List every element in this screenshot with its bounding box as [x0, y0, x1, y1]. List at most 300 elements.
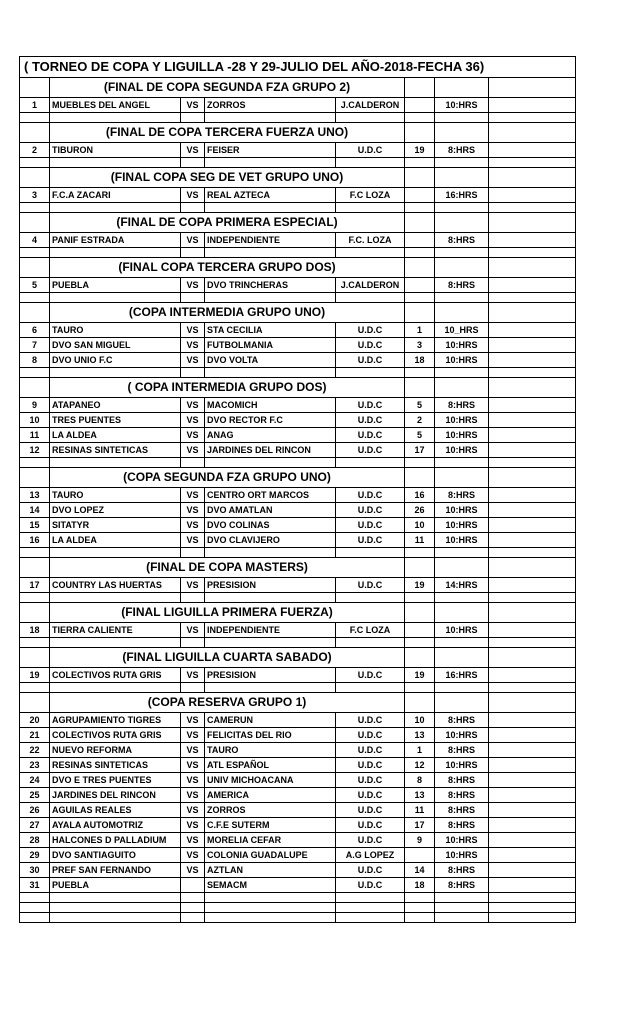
kickoff-time: 10:HRS [435, 98, 489, 113]
home-team: AGUILAS REALES [50, 803, 181, 818]
match-row [20, 533, 576, 548]
away-team: DVO TRINCHERAS [205, 278, 336, 293]
home-team: RESINAS SINTETICAS [50, 758, 181, 773]
away-team: JARDINES DEL RINCON [205, 443, 336, 458]
kickoff-time: 8:HRS [435, 233, 489, 248]
away-team: DVO CLAVIJERO [205, 533, 336, 548]
empty-cell [50, 458, 181, 468]
empty-cell [205, 293, 336, 303]
empty-cell [435, 558, 489, 578]
empty-cell [405, 648, 435, 668]
empty-cell [20, 603, 50, 623]
empty-cell [181, 893, 205, 903]
home-team: LA ALDEA [50, 533, 181, 548]
home-team: MUEBLES DEL ANGEL [50, 98, 181, 113]
empty-cell [489, 503, 576, 518]
empty-cell [405, 113, 435, 123]
blank-row [20, 248, 576, 258]
empty-cell [489, 233, 576, 248]
empty-cell [489, 168, 576, 188]
home-team: TRES PUENTES [50, 413, 181, 428]
empty-cell [50, 293, 181, 303]
section-heading-row [20, 693, 576, 713]
empty-cell [489, 158, 576, 168]
empty-cell [50, 593, 181, 603]
blank-row [20, 683, 576, 693]
home-team: PANIF ESTRADA [50, 233, 181, 248]
home-team: DVO SANTIAGUITO [50, 848, 181, 863]
title-row [20, 57, 576, 78]
empty-cell [489, 248, 576, 258]
empty-cell [489, 293, 576, 303]
match-row [20, 233, 576, 248]
empty-cell [336, 458, 405, 468]
empty-cell [435, 303, 489, 323]
versus-label: VS [181, 758, 205, 773]
section-heading: (FINAL DE COPA PRIMERA ESPECIAL) [50, 213, 405, 233]
venue: U.D.C [336, 338, 405, 353]
empty-cell [489, 713, 576, 728]
empty-cell [435, 903, 489, 913]
match-row [20, 488, 576, 503]
empty-cell [205, 458, 336, 468]
empty-cell [50, 158, 181, 168]
versus-label: VS [181, 803, 205, 818]
kickoff-time: 10:HRS [435, 503, 489, 518]
empty-cell [489, 113, 576, 123]
empty-cell [20, 293, 50, 303]
empty-cell [405, 913, 435, 923]
away-team: UNIV MICHOACANA [205, 773, 336, 788]
section-heading: (FINAL DE COPA SEGUNDA FZA GRUPO 2) [50, 78, 405, 98]
venue: U.D.C [336, 863, 405, 878]
empty-cell [20, 168, 50, 188]
empty-cell [435, 368, 489, 378]
empty-cell [336, 248, 405, 258]
away-team: PRESISION [205, 668, 336, 683]
empty-cell [435, 638, 489, 648]
venue: J.CALDERON [336, 278, 405, 293]
kickoff-time: 8:HRS [435, 803, 489, 818]
empty-cell [50, 903, 181, 913]
versus-label: VS [181, 578, 205, 593]
versus-label: VS [181, 98, 205, 113]
empty-cell [489, 648, 576, 668]
home-team: DVO SAN MIGUEL [50, 338, 181, 353]
kickoff-time: 8:HRS [435, 818, 489, 833]
section-heading-row [20, 258, 576, 278]
empty-cell [489, 603, 576, 623]
empty-cell [205, 368, 336, 378]
empty-cell [50, 913, 181, 923]
section-heading: (COPA INTERMEDIA GRUPO UNO) [50, 303, 405, 323]
venue: U.D.C [336, 518, 405, 533]
empty-cell [336, 593, 405, 603]
empty-cell [336, 893, 405, 903]
away-team: DVO RECTOR F.C [205, 413, 336, 428]
match-row [20, 863, 576, 878]
empty-cell [435, 648, 489, 668]
empty-cell [181, 248, 205, 258]
empty-cell [20, 648, 50, 668]
empty-cell [435, 593, 489, 603]
empty-cell [489, 338, 576, 353]
empty-cell [20, 258, 50, 278]
section-heading-row [20, 78, 576, 98]
venue: U.D.C [336, 503, 405, 518]
empty-cell [489, 848, 576, 863]
field-number: 19 [405, 668, 435, 683]
empty-cell [405, 593, 435, 603]
blank-row [20, 913, 576, 923]
match-row [20, 578, 576, 593]
empty-cell [435, 78, 489, 98]
empty-cell [489, 143, 576, 158]
empty-cell [20, 593, 50, 603]
empty-cell [489, 903, 576, 913]
match-number: 22 [20, 743, 50, 758]
kickoff-time: 8:HRS [435, 863, 489, 878]
empty-cell [50, 893, 181, 903]
field-number: 13 [405, 728, 435, 743]
empty-cell [489, 773, 576, 788]
home-team: HALCONES D PALLADIUM [50, 833, 181, 848]
kickoff-time: 8:HRS [435, 743, 489, 758]
empty-cell [435, 248, 489, 258]
away-team: REAL AZTECA [205, 188, 336, 203]
match-number: 2 [20, 143, 50, 158]
empty-cell [489, 693, 576, 713]
empty-cell [405, 303, 435, 323]
empty-cell [489, 278, 576, 293]
section-heading: (FINAL LIGUILLA PRIMERA FUERZA) [50, 603, 405, 623]
versus-label [181, 878, 205, 893]
empty-cell [205, 158, 336, 168]
empty-cell [181, 683, 205, 693]
empty-cell [489, 878, 576, 893]
away-team: ZORROS [205, 803, 336, 818]
empty-cell [405, 458, 435, 468]
venue: F.C LOZA [336, 623, 405, 638]
empty-cell [181, 548, 205, 558]
field-number [405, 623, 435, 638]
empty-cell [205, 913, 336, 923]
away-team: COLONIA GUADALUPE [205, 848, 336, 863]
match-number: 29 [20, 848, 50, 863]
away-team: FELICITAS DEL RIO [205, 728, 336, 743]
empty-cell [205, 638, 336, 648]
match-number: 7 [20, 338, 50, 353]
match-row [20, 803, 576, 818]
empty-cell [205, 203, 336, 213]
venue: U.D.C [336, 443, 405, 458]
empty-cell [489, 353, 576, 368]
match-number: 30 [20, 863, 50, 878]
away-team: CENTRO ORT MARCOS [205, 488, 336, 503]
kickoff-time: 10:HRS [435, 443, 489, 458]
versus-label: VS [181, 863, 205, 878]
empty-cell [435, 258, 489, 278]
schedule-sheet [19, 56, 575, 923]
empty-cell [489, 188, 576, 203]
match-number: 14 [20, 503, 50, 518]
empty-cell [435, 893, 489, 903]
empty-cell [405, 158, 435, 168]
kickoff-time: 10:HRS [435, 518, 489, 533]
away-team: DVO VOLTA [205, 353, 336, 368]
match-row [20, 878, 576, 893]
empty-cell [435, 683, 489, 693]
field-number: 17 [405, 818, 435, 833]
empty-cell [489, 213, 576, 233]
empty-cell [181, 113, 205, 123]
empty-cell [435, 378, 489, 398]
home-team: TAURO [50, 323, 181, 338]
empty-cell [489, 303, 576, 323]
home-team: PUEBLA [50, 878, 181, 893]
home-team: TAURO [50, 488, 181, 503]
schedule-table [19, 56, 576, 923]
field-number: 10 [405, 518, 435, 533]
venue: U.D.C [336, 323, 405, 338]
empty-cell [489, 203, 576, 213]
versus-label: VS [181, 488, 205, 503]
empty-cell [489, 758, 576, 773]
empty-cell [20, 248, 50, 258]
field-number: 19 [405, 143, 435, 158]
versus-label: VS [181, 713, 205, 728]
empty-cell [405, 293, 435, 303]
empty-cell [489, 623, 576, 638]
home-team: RESINAS SINTETICAS [50, 443, 181, 458]
empty-cell [405, 378, 435, 398]
field-number: 13 [405, 788, 435, 803]
versus-label: VS [181, 848, 205, 863]
match-number: 16 [20, 533, 50, 548]
empty-cell [489, 683, 576, 693]
venue: U.D.C [336, 578, 405, 593]
match-row [20, 503, 576, 518]
empty-cell [489, 533, 576, 548]
field-number: 10 [405, 713, 435, 728]
home-team: COLECTIVOS RUTA GRIS [50, 668, 181, 683]
kickoff-time: 10:HRS [435, 623, 489, 638]
empty-cell [435, 468, 489, 488]
field-number: 5 [405, 398, 435, 413]
empty-cell [489, 488, 576, 503]
away-team: AZTLAN [205, 863, 336, 878]
empty-cell [181, 638, 205, 648]
home-team: PREF SAN FERNANDO [50, 863, 181, 878]
away-team: ZORROS [205, 98, 336, 113]
versus-label: VS [181, 413, 205, 428]
section-heading-row [20, 603, 576, 623]
empty-cell [181, 293, 205, 303]
match-number: 8 [20, 353, 50, 368]
match-number: 19 [20, 668, 50, 683]
venue: U.D.C [336, 878, 405, 893]
empty-cell [405, 78, 435, 98]
empty-cell [435, 203, 489, 213]
empty-cell [205, 683, 336, 693]
empty-cell [20, 683, 50, 693]
match-number: 4 [20, 233, 50, 248]
home-team: TIBURON [50, 143, 181, 158]
empty-cell [435, 548, 489, 558]
venue: U.D.C [336, 758, 405, 773]
empty-cell [205, 113, 336, 123]
field-number [405, 98, 435, 113]
versus-label: VS [181, 443, 205, 458]
empty-cell [405, 248, 435, 258]
empty-cell [405, 693, 435, 713]
empty-cell [20, 558, 50, 578]
empty-cell [181, 458, 205, 468]
away-team: AMERICA [205, 788, 336, 803]
empty-cell [181, 368, 205, 378]
venue: U.D.C [336, 788, 405, 803]
empty-cell [489, 548, 576, 558]
empty-cell [489, 728, 576, 743]
empty-cell [489, 893, 576, 903]
section-heading-row [20, 468, 576, 488]
kickoff-time: 8:HRS [435, 398, 489, 413]
venue: U.D.C [336, 398, 405, 413]
empty-cell [435, 158, 489, 168]
kickoff-time: 8:HRS [435, 788, 489, 803]
empty-cell [435, 293, 489, 303]
empty-cell [336, 683, 405, 693]
blank-row [20, 113, 576, 123]
home-team: F.C.A ZACARI [50, 188, 181, 203]
venue: U.D.C [336, 833, 405, 848]
empty-cell [20, 693, 50, 713]
empty-cell [205, 893, 336, 903]
home-team: ATAPANEO [50, 398, 181, 413]
field-number: 16 [405, 488, 435, 503]
tournament-title: ( TORNEO DE COPA Y LIGUILLA -28 Y 29-JULIO DEL AÑO-2018-FECHA 36) [20, 57, 576, 78]
empty-cell [50, 683, 181, 693]
versus-label: VS [181, 338, 205, 353]
empty-cell [205, 903, 336, 913]
empty-cell [489, 398, 576, 413]
empty-cell [20, 303, 50, 323]
versus-label: VS [181, 743, 205, 758]
match-number: 9 [20, 398, 50, 413]
empty-cell [336, 158, 405, 168]
empty-cell [20, 158, 50, 168]
empty-cell [405, 548, 435, 558]
empty-cell [50, 548, 181, 558]
home-team: DVO UNIO F.C [50, 353, 181, 368]
blank-row [20, 368, 576, 378]
versus-label: VS [181, 788, 205, 803]
empty-cell [489, 558, 576, 578]
empty-cell [435, 603, 489, 623]
match-number: 11 [20, 428, 50, 443]
field-number: 11 [405, 533, 435, 548]
empty-cell [336, 203, 405, 213]
empty-cell [489, 578, 576, 593]
section-heading: ( COPA INTERMEDIA GRUPO DOS) [50, 378, 405, 398]
empty-cell [489, 368, 576, 378]
kickoff-time: 10:HRS [435, 413, 489, 428]
section-heading-row [20, 648, 576, 668]
empty-cell [489, 863, 576, 878]
empty-cell [435, 458, 489, 468]
field-number: 26 [405, 503, 435, 518]
versus-label: VS [181, 728, 205, 743]
away-team: FEISER [205, 143, 336, 158]
kickoff-time: 10:HRS [435, 848, 489, 863]
match-number: 24 [20, 773, 50, 788]
empty-cell [435, 123, 489, 143]
section-heading-row [20, 168, 576, 188]
venue: U.D.C [336, 713, 405, 728]
empty-cell [20, 368, 50, 378]
empty-cell [489, 593, 576, 603]
section-heading: (FINAL COPA SEG DE VET GRUPO UNO) [50, 168, 405, 188]
empty-cell [405, 903, 435, 913]
field-number: 18 [405, 353, 435, 368]
venue: F.C. LOZA [336, 233, 405, 248]
empty-cell [50, 113, 181, 123]
home-team: LA ALDEA [50, 428, 181, 443]
match-number: 18 [20, 623, 50, 638]
field-number: 17 [405, 443, 435, 458]
home-team: AGRUPAMIENTO TIGRES [50, 713, 181, 728]
away-team: FUTBOLMANIA [205, 338, 336, 353]
empty-cell [435, 213, 489, 233]
empty-cell [489, 443, 576, 458]
section-heading-row [20, 213, 576, 233]
away-team: DVO AMATLAN [205, 503, 336, 518]
versus-label: VS [181, 428, 205, 443]
empty-cell [405, 558, 435, 578]
empty-cell [489, 428, 576, 443]
section-heading-row [20, 303, 576, 323]
field-number [405, 233, 435, 248]
away-team: ANAG [205, 428, 336, 443]
empty-cell [205, 548, 336, 558]
empty-cell [20, 893, 50, 903]
away-team: MACOMICH [205, 398, 336, 413]
away-team: C.F.E SUTERM [205, 818, 336, 833]
field-number: 5 [405, 428, 435, 443]
match-row [20, 323, 576, 338]
match-row [20, 788, 576, 803]
field-number: 12 [405, 758, 435, 773]
empty-cell [489, 818, 576, 833]
kickoff-time: 8:HRS [435, 713, 489, 728]
kickoff-time: 10:HRS [435, 533, 489, 548]
section-heading: (FINAL DE COPA MASTERS) [50, 558, 405, 578]
kickoff-time: 10:HRS [435, 353, 489, 368]
versus-label: VS [181, 143, 205, 158]
blank-row [20, 158, 576, 168]
field-number: 8 [405, 773, 435, 788]
empty-cell [20, 638, 50, 648]
match-number: 23 [20, 758, 50, 773]
venue: U.D.C [336, 743, 405, 758]
empty-cell [435, 693, 489, 713]
away-team: TAURO [205, 743, 336, 758]
match-row [20, 758, 576, 773]
blank-row [20, 203, 576, 213]
match-row [20, 398, 576, 413]
empty-cell [405, 203, 435, 213]
match-row [20, 728, 576, 743]
